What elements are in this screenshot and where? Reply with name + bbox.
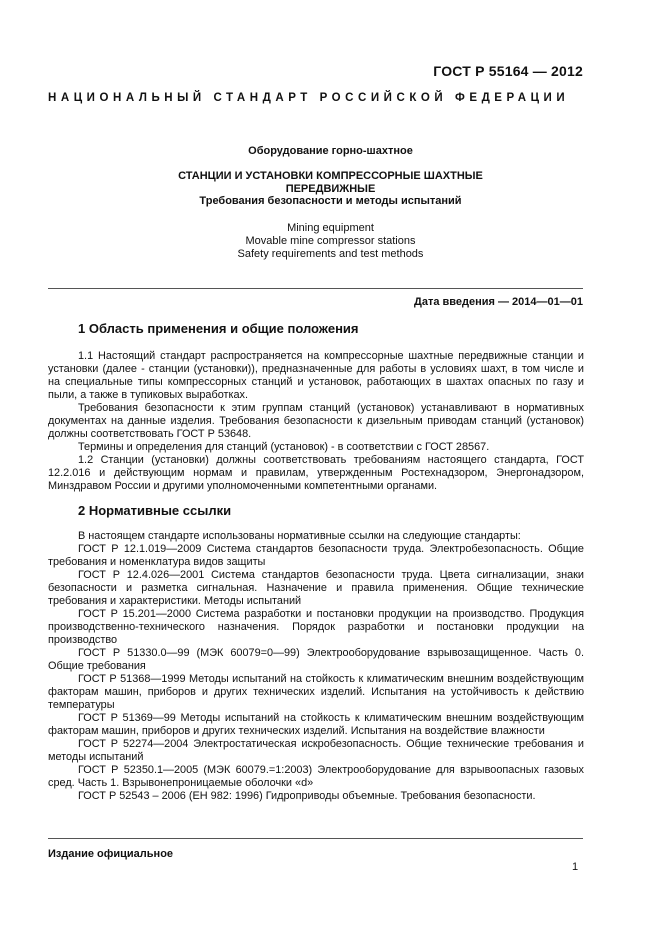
introduction-date: Дата введения — 2014—01—01 bbox=[414, 296, 583, 308]
reference-item: ГОСТ Р 52274—2004 Электростатическая искробезопасность. Общие технические требования и методы испытаний bbox=[48, 738, 584, 763]
reference-item: ГОСТ Р 51330.0—99 (МЭК 60079=0—99) Электрооборудование взрывозащищенное. Часть 0. Общие требования bbox=[48, 647, 584, 672]
reference-item: ГОСТ Р 12.4.026—2001 Система стандартов безопасности труда. Цвета сигнализации, знаки безопасности и разметка сигнальная. Назначение и правила применения. Общие технические требования и характеристики. Методы испытаний bbox=[48, 569, 584, 607]
section-2-body bbox=[48, 530, 584, 803]
reference-item: ГОСТ Р 15.201—2000 Система разработки и постановки продукции на производство. Продукция производственно-технического назначения. Порядок разработки и постановки продукции на производство bbox=[48, 608, 584, 646]
document-number: ГОСТ Р 55164 — 2012 bbox=[433, 63, 583, 79]
standard-title-line-2: ПЕРЕДВИЖНЫЕ bbox=[285, 183, 376, 195]
standard-title bbox=[0, 170, 661, 196]
reference-item: ГОСТ Р 52543 – 2006 (ЕН 982: 1996) Гидроприводы объемные. Требования безопасности. bbox=[78, 790, 536, 802]
top-divider bbox=[48, 288, 583, 289]
english-title bbox=[0, 222, 661, 261]
english-title-line-1: Mining equipment bbox=[287, 222, 374, 234]
bottom-divider bbox=[48, 838, 583, 839]
standard-subtitle: Требования безопасности и методы испытаний bbox=[199, 195, 462, 207]
page-number: 1 bbox=[572, 861, 579, 873]
reference-item: ГОСТ Р 51369—99 Методы испытаний на стойкость к климатическим внешним воздействующим факторам машин, приборов и других технических изделий. Испытания на воздействие влажности bbox=[48, 712, 584, 737]
section-1-body bbox=[48, 350, 584, 493]
reference-item: ГОСТ Р 52350.1—2005 (МЭК 60079.=1:2003) Электрооборудование для взрывоопасных газовых сред. Часть 1. Взрывонепроницаемые оболочки «d» bbox=[48, 764, 584, 789]
english-title-line-2: Movable mine compressor stations bbox=[245, 235, 416, 247]
paragraph: Термины и определения для станций (установок) - в соответствии с ГОСТ 28567. bbox=[78, 441, 490, 453]
section-2-heading: 2 Нормативные ссылки bbox=[78, 503, 232, 518]
edition-label: Издание официальное bbox=[48, 848, 174, 860]
standard-sector: Оборудование горно-шахтное bbox=[248, 145, 413, 157]
paragraph: Требования безопасности к этим группам станций (установок) устанавливают в нормативных документах на данные изделия. Требования безопасности к дизельным приводам станций (установок) должны соответствовать ГОСТ Р 53648. bbox=[48, 402, 584, 440]
standard-title-line-1: СТАНЦИИ И УСТАНОВКИ КОМПРЕССОРНЫЕ ШАХТНЫЕ bbox=[178, 170, 483, 182]
paragraph: 1.2 Станции (установки) должны соответствовать требованиям настоящего стандарта, ГОСТ 12.2.016 и действующим нормам и правилам, утвержденным Ростехнадзором, Энергонадзором, Минздравом России и другими уполномоченными компетентными органами. bbox=[48, 454, 584, 492]
national-standard-banner: НАЦИОНАЛЬНЫЙ СТАНДАРТ РОССИЙСКОЙ ФЕДЕРАЦИИ bbox=[48, 92, 570, 104]
reference-item: ГОСТ Р 51368—1999 Методы испытаний на стойкость к климатическим внешним воздействующим факторам машин, приборов и других технических изделий. Испытания на устойчивость к действию температуры bbox=[48, 673, 584, 711]
paragraph: В настоящем стандарте использованы нормативные ссылки на следующие стандарты: bbox=[78, 530, 521, 542]
reference-item: ГОСТ Р 12.1.019—2009 Система стандартов безопасности труда. Электробезопасность. Общие требования и номенклатура видов защиты bbox=[48, 543, 584, 568]
section-1-heading: 1 Область применения и общие положения bbox=[78, 321, 359, 336]
paragraph: 1.1 Настоящий стандарт распространяется на компрессорные шахтные передвижные станции и установки (далее - станции (установки)), предназначенные для работы в условиях шахт, в том числе и на специальные типы компрессорных станций и установок, работающих в шахтах опасных по газу и пыли, а также в тупиковых выработках. bbox=[48, 350, 584, 401]
english-title-line-3: Safety requirements and test methods bbox=[237, 248, 424, 260]
